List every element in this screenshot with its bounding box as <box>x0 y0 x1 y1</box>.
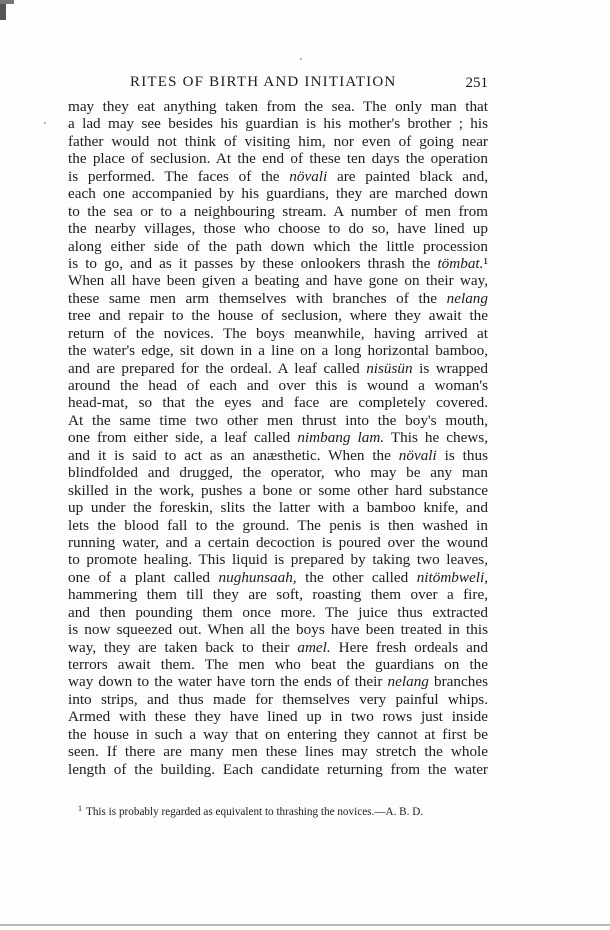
text-segment: head-mat, so that the eyes and face are completely covered. <box>68 394 488 412</box>
text-line <box>68 255 488 272</box>
text-line <box>68 412 488 429</box>
text-segment: to the sea or to a neighbouring stream. A number of men from <box>68 202 488 220</box>
text-segment: seen. If there are many men these lines may stretch the whole <box>68 743 488 761</box>
italic-term: nelang <box>446 289 488 307</box>
scan-edge-mark <box>0 0 14 4</box>
page-header <box>68 74 488 94</box>
running-title: RITES OF BIRTH AND INITIATION <box>130 74 397 90</box>
text-line <box>68 691 488 708</box>
text-segment: are painted black and, <box>327 167 488 185</box>
text-line <box>68 98 488 115</box>
text-line <box>68 708 488 725</box>
italic-term: nelang <box>387 673 429 691</box>
italic-term: amel. <box>297 638 331 656</box>
text-line <box>68 726 488 743</box>
italic-term: növali <box>398 446 437 464</box>
text-segment: and it is said to act as an anæsthetic. When the <box>68 446 399 464</box>
text-line <box>68 569 488 586</box>
page-number: 251 <box>465 75 488 91</box>
text-segment: the nearby villages, those who choose to do so, have lined up <box>68 220 488 238</box>
text-segment: terrors await them. The men who beat the guardians on the <box>68 656 488 673</box>
text-segment: skilled in the work, pushes a bone or some other hard substance <box>68 481 488 499</box>
footnote <box>78 804 498 818</box>
text-segment: these same men arm themselves with branches of the <box>68 289 447 307</box>
text-line <box>68 656 488 673</box>
text-segment: the place of seclusion. At the end of these ten days the operation <box>68 150 488 168</box>
text-line <box>68 307 488 324</box>
text-segment: tree and repair to the house of seclusion, where they await the <box>68 307 488 325</box>
text-segment: one of a plant called <box>68 568 219 586</box>
text-segment: running water, and a certain decoction is poured over the wound <box>68 533 488 551</box>
text-segment: When all have been given a beating and have gone on their way, <box>68 272 488 290</box>
text-line <box>68 238 488 255</box>
text-line <box>68 203 488 220</box>
text-line <box>68 499 488 516</box>
text-segment: the other called <box>296 568 417 586</box>
italic-term: növali <box>289 167 328 185</box>
text-line <box>68 743 488 760</box>
text-line <box>68 220 488 237</box>
italic-term: nisüsün <box>366 359 413 377</box>
italic-term: nitömbweli, <box>416 568 488 586</box>
text-segment: lets the blood fall to the ground. The penis is then washed in <box>68 516 488 534</box>
text-line <box>68 586 488 603</box>
text-line <box>68 482 488 499</box>
text-segment: and are prepared for the ordeal. A leaf called <box>68 359 367 377</box>
text-line <box>68 534 488 551</box>
text-segment: a lad may see besides his guardian is his mother's brother ; his <box>68 115 488 133</box>
text-segment: and then pounding them once more. The juice thus extracted <box>68 603 488 621</box>
text-line <box>68 377 488 394</box>
text-line <box>68 168 488 185</box>
footnote-text: This is probably regarded as equivalent to thrashing the novices.—A. B. D. <box>86 806 424 818</box>
text-segment: length of the building. Each candidate returning from the water <box>68 760 488 778</box>
text-line <box>68 673 488 690</box>
text-segment: the water's edge, sit down in a line on a long horizontal bamboo, <box>68 342 488 360</box>
text-line <box>68 290 488 307</box>
text-segment: is now squeezed out. When all the boys have been treated in this <box>68 621 488 639</box>
text-segment: return of the novices. The boys meanwhile, having arrived at <box>68 324 488 342</box>
text-line <box>68 464 488 481</box>
text-segment: This he chews, <box>384 429 489 447</box>
text-line <box>68 761 488 778</box>
body-text <box>68 98 488 778</box>
text-segment: way down to the water have torn the ends of their <box>68 673 388 691</box>
text-segment: along either side of the path down which the little procession <box>68 237 488 255</box>
text-segment: father would not think of visiting him, nor even of going near <box>68 132 488 150</box>
italic-term: tömbat. <box>437 254 484 272</box>
text-segment: to promote healing. This liquid is prepared by taking two leaves, <box>68 551 488 569</box>
scan-speck <box>300 58 302 60</box>
text-segment: is wrapped <box>412 359 488 377</box>
page-bottom-edge <box>0 924 610 926</box>
text-line <box>68 394 488 411</box>
text-segment: is performed. The faces of the <box>68 167 290 185</box>
text-line <box>68 621 488 638</box>
italic-term: nimbang lam. <box>297 429 385 447</box>
text-segment: around the head of each and over this is wound a woman's <box>68 377 488 394</box>
text-line <box>68 447 488 464</box>
text-segment: At the same time two other men thrust into the boy's mouth, <box>68 411 488 429</box>
text-line <box>68 150 488 167</box>
footnote-marker: 1 <box>78 804 82 813</box>
text-segment: branches <box>428 673 488 691</box>
text-segment: is thus <box>436 446 488 464</box>
text-segment: up under the foreskin, slits the latter with a bamboo knife, and <box>68 499 488 517</box>
text-segment: may they eat anything taken from the sea. The only man that <box>68 98 488 115</box>
text-line <box>68 272 488 289</box>
text-line <box>68 360 488 377</box>
text-line <box>68 429 488 446</box>
italic-term: nughunsaah, <box>218 568 297 586</box>
text-line <box>68 115 488 132</box>
text-segment: is to go, and as it passes by these onlookers thrash the <box>68 254 438 272</box>
text-line <box>68 342 488 359</box>
text-line <box>68 133 488 150</box>
text-segment: Here fresh ordeals and <box>330 638 488 656</box>
text-segment: way, they are taken back to their <box>68 638 298 656</box>
text-line <box>68 551 488 568</box>
text-segment: one from either side, a leaf called <box>68 429 298 447</box>
text-segment: each one accompanied by his guardians, they are marched down <box>68 185 488 203</box>
text-line <box>68 185 488 202</box>
text-segment: Armed with these they have lined up in two rows just inside <box>68 708 488 726</box>
text-segment: the house in such a way that on entering they cannot at first be <box>68 725 488 743</box>
text-line <box>68 325 488 342</box>
text-line <box>68 517 488 534</box>
text-line <box>68 604 488 621</box>
scan-speck <box>44 122 46 124</box>
text-segment: ¹ <box>483 254 488 272</box>
text-line <box>68 639 488 656</box>
text-segment: blindfolded and drugged, the operator, who may be any man <box>68 464 488 482</box>
text-segment: into strips, and thus made for themselves very painful whips. <box>68 690 488 708</box>
text-segment: hammering them till they are soft, roasting them over a fire, <box>68 586 488 604</box>
